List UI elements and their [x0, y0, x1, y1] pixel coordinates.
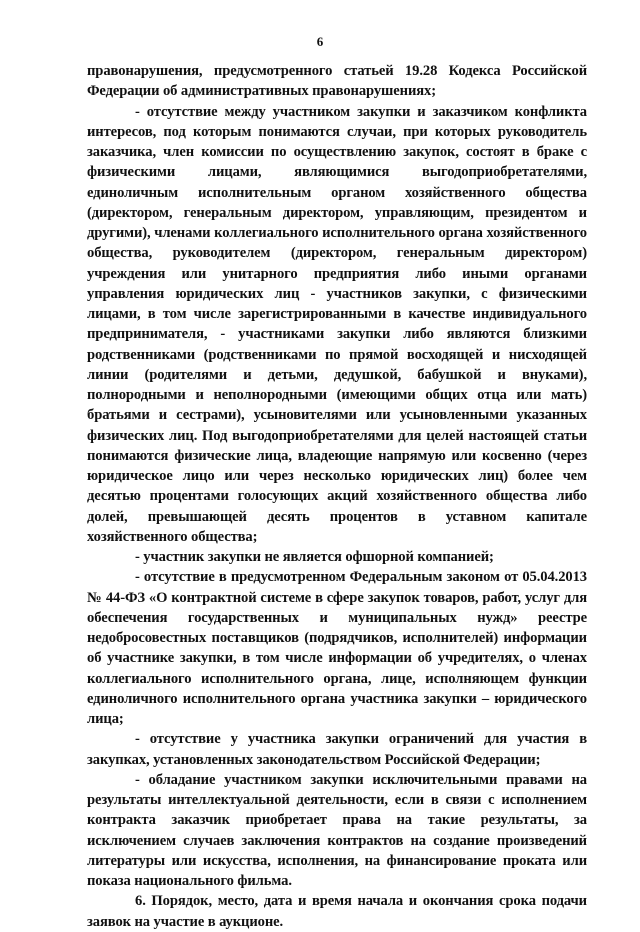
paragraph: - обладание участником закупки исключительными правами на результаты интеллектуальной деятельности, если в связи с исполнением контракта заказчик приобретает права на такие результаты, за исключением случаев заключения контрактов на создание произведений литературы или искусства, исполнения, на финансирование проката или показа национального фильма. [87, 771, 587, 889]
page-number: 6 [316, 34, 324, 49]
paragraph: правонарушения, предусмотренного статьей 19.28 Кодекса Российской Федерации об административных правонарушениях; [87, 63, 587, 100]
paragraph: 6. Порядок, место, дата и время начала и окончания срока подачи заявок на участие в аукционе. [87, 893, 587, 930]
paragraph: - отсутствие в предусмотренном Федеральным законом от 05.04.2013 № 44-ФЗ «О контрактной системе в сфере закупок товаров, работ, услуг для обеспечения государственных и муниципальных нужд» реестре недобросовестных поставщиков (подрядчиков, исполнителей) информации об участнике закупки, в том числе информации об учредителях, о членах коллегиального исполнительного органа, лице, исполняющем функции единоличного исполнительного органа участника закупки – юридического лица; [87, 569, 587, 727]
paragraph: - отсутствие у участника закупки ограничений для участия в закупках, установленных законодательством Российской Федерации; [87, 731, 587, 768]
document-body [87, 61, 587, 932]
paragraph: - участник закупки не является офшорной компанией; [135, 549, 494, 565]
paragraph: - отсутствие между участником закупки и заказчиком конфликта интересов, под которым понимаются случаи, при которых руководитель заказчика, член комиссии по осуществлению закупок, состоят в браке с физическими лицами, являющимися выгодоприобретателями, единоличным исполнительным органом хозяйственного общества (директором, генеральным директором, управляющим, президентом и другими), членами коллегиального исполнительного органа хозяйственного общества, руководителем (директором, генеральным директором) учреждения или унитарного предприятия либо иными органами управления юридических лиц - участников закупки, с физическими лицами, в том числе зарегистрированными в качестве индивидуального предпринимателя, - участниками закупки либо являются близкими родственниками (родственниками по прямой восходящей и нисходящей линии (родителями и детьми, дедушкой, бабушкой и внуками), полнородными и неполнородными (имеющими общих отца или мать) братьями и сестрами), усыновителями или усыновленными указанных физических лиц. Под выгодоприобретателями для целей настоящей статьи понимаются физические лица, владеющие напрямую или косвенно (через юридическое лицо или через несколько юридических лиц) более чем десятью процентами голосующих акций хозяйственного общества либо долей, превышающей десять процентов в уставном капитале хозяйственного общества; [87, 103, 587, 545]
